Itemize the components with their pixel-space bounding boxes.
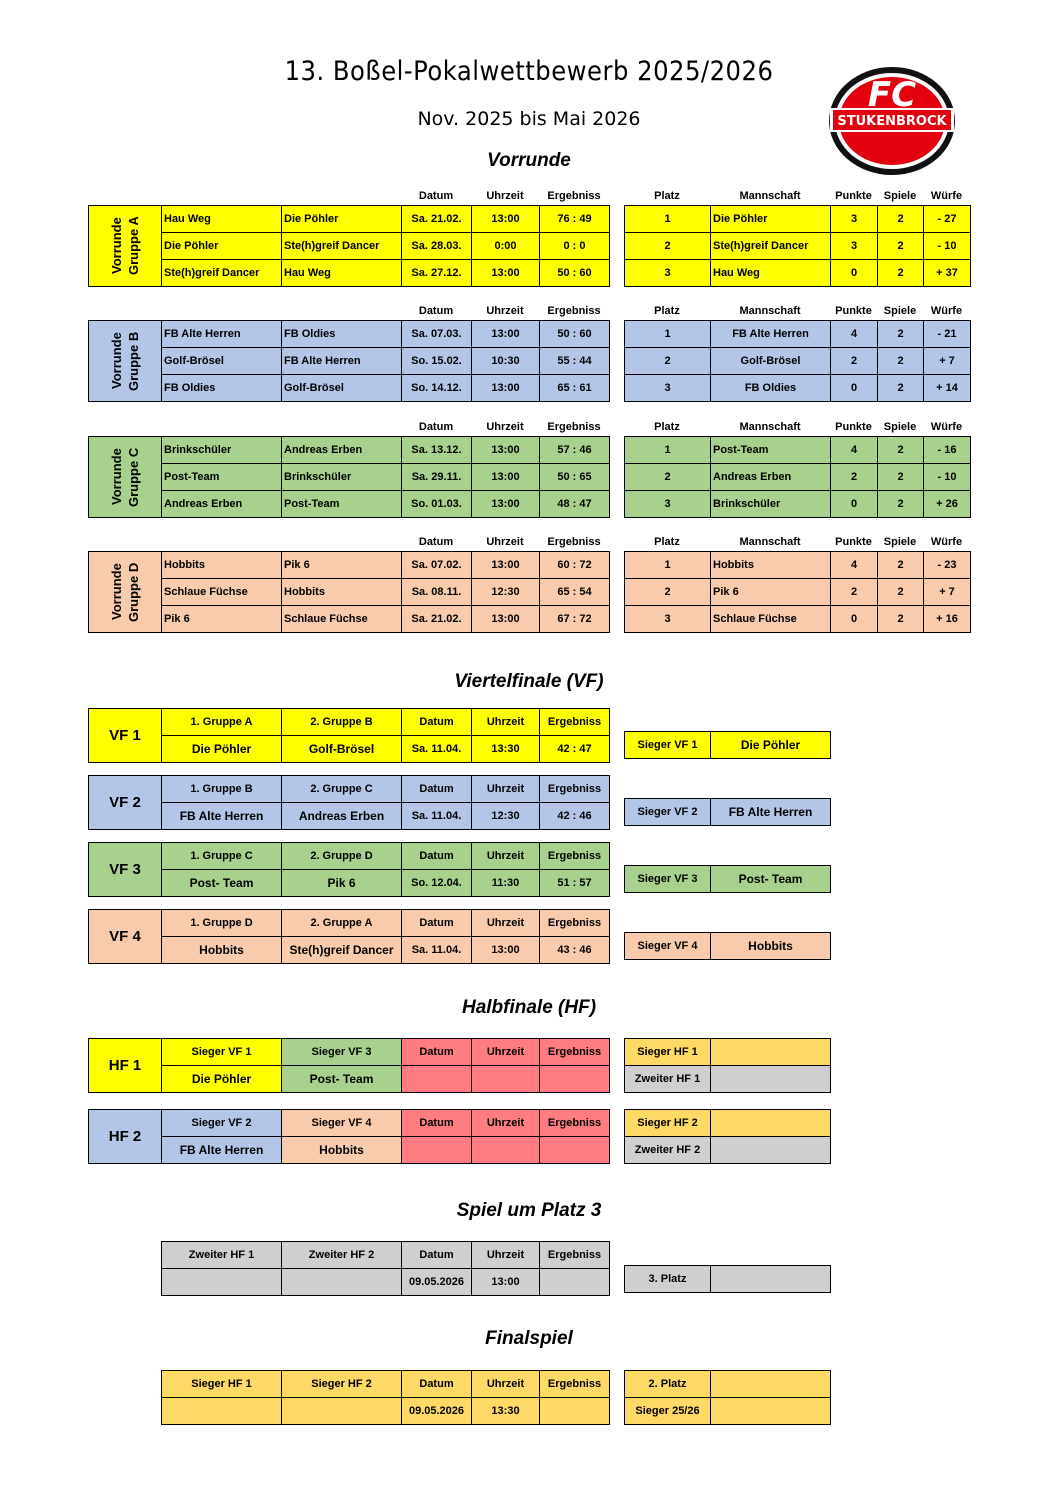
standing-wuerfe: - 27 [924,206,971,233]
finale-winner [711,1398,831,1425]
hf-result [540,1137,610,1164]
match-home: Post-Team [162,464,282,491]
standing-platz: 2 [625,579,711,606]
match-time: 10:30 [472,348,540,375]
vf1-match [88,708,610,763]
vf-time: 11:30 [472,870,540,897]
group-b-matches [88,320,610,402]
vf-header-datum: Datum [402,776,472,803]
header-uhrzeit: Uhrzeit [486,536,524,548]
standing-spiele: 2 [878,375,924,402]
match-result: 76 : 49 [540,206,610,233]
hf-time [472,1066,540,1093]
vf-team1: Hobbits [162,937,282,964]
standing-team: Die Pöhler [711,206,831,233]
match-date: Sa. 21.02. [402,206,472,233]
match-time: 0:00 [472,233,540,260]
hf-header-ergebnis: Ergebniss [540,1039,610,1066]
vf-team2: Pik 6 [282,870,402,897]
standing-punkte: 4 [831,437,878,464]
hf-team2: Hobbits [282,1137,402,1164]
group-a-matches [88,205,610,287]
hf-date [402,1066,472,1093]
vf-team2: Andreas Erben [282,803,402,830]
match-time: 13:00 [472,260,540,287]
vf2-match [88,775,610,830]
page-title: 13. Boßel-Pokalwettbewerb 2025/2026 [284,56,774,87]
finale-header-datum: Datum [402,1371,472,1398]
platz3-match [161,1241,610,1296]
vf-team2: Golf-Brösel [282,736,402,763]
hf-zweiter [711,1137,831,1164]
vf-header-ergebnis: Ergebniss [540,843,610,870]
vf-winner: Post- Team [711,866,831,893]
match-date: Sa. 07.03. [402,321,472,348]
finale-h1: Sieger HF 1 [162,1371,282,1398]
vf-team1: Die Pöhler [162,736,282,763]
header-punkte: Punkte [835,190,872,202]
standing-spiele: 2 [878,206,924,233]
match-time: 13:00 [472,606,540,633]
finale-result [540,1398,610,1425]
platz3-header-datum: Datum [402,1242,472,1269]
standing-team: Post-Team [711,437,831,464]
finale-outcome [624,1370,831,1425]
hf-h2: Sieger VF 3 [282,1039,402,1066]
vf1-winner [624,731,831,759]
match-home: Die Pöhler [162,233,282,260]
platz3-result [540,1269,610,1296]
hf-name: HF 1 [89,1039,162,1093]
vf-h1: 1. Gruppe B [162,776,282,803]
platz3-time: 13:00 [472,1269,540,1296]
hf1-outcome [624,1038,831,1093]
group-b-label: Vorrunde Gruppe B [89,321,162,402]
match-result: 50 : 60 [540,260,610,287]
standing-platz: 1 [625,437,711,464]
match-result: 50 : 60 [540,321,610,348]
match-date: So. 01.03. [402,491,472,518]
header-datum: Datum [418,305,454,317]
match-away: FB Oldies [282,321,402,348]
match-result: 0 : 0 [540,233,610,260]
platz3-team1 [162,1269,282,1296]
match-home: Andreas Erben [162,491,282,518]
section-halbfinale: Halbfinale (HF) [461,997,597,1018]
platz3-header-uhrzeit: Uhrzeit [472,1242,540,1269]
header-ergebnis: Ergebniss [547,305,601,317]
vf-h1: 1. Gruppe C [162,843,282,870]
header-uhrzeit: Uhrzeit [486,305,524,317]
hf-team2: Post- Team [282,1066,402,1093]
standing-platz: 1 [625,321,711,348]
platz3-h2: Zweiter HF 2 [282,1242,402,1269]
section-finale: Finalspiel [485,1328,573,1349]
vf-winner: Die Pöhler [711,732,831,759]
match-result: 67 : 72 [540,606,610,633]
standing-punkte: 0 [831,606,878,633]
hf-h1: Sieger VF 1 [162,1039,282,1066]
vf-date: Sa. 11.04. [402,736,472,763]
match-home: Schlaue Füchse [162,579,282,606]
vf-team1: FB Alte Herren [162,803,282,830]
vf3-match [88,842,610,897]
vf-result: 43 : 46 [540,937,610,964]
header-ergebnis: Ergebniss [547,536,601,548]
finale-time: 13:30 [472,1398,540,1425]
standing-spiele: 2 [878,348,924,375]
logo-stukenbrock-text: STUKENBROCK [837,114,947,129]
match-time: 13:00 [472,437,540,464]
vf-date: Sa. 11.04. [402,937,472,964]
header-wuerfe: Würfe [930,190,963,202]
match-time: 13:00 [472,375,540,402]
vf-time: 13:00 [472,937,540,964]
vf-team2: Ste(h)greif Dancer [282,937,402,964]
standing-punkte: 2 [831,579,878,606]
header-wuerfe: Würfe [930,421,963,433]
standing-punkte: 2 [831,464,878,491]
standing-wuerfe: - 21 [924,321,971,348]
vf-header-uhrzeit: Uhrzeit [472,910,540,937]
hf-header-uhrzeit: Uhrzeit [472,1039,540,1066]
header-mannschaft: Mannschaft [739,190,801,202]
standing-wuerfe: - 10 [924,464,971,491]
hf-zweiter-label: Zweiter HF 2 [625,1137,711,1164]
match-away: Golf-Brösel [282,375,402,402]
header-punkte: Punkte [835,421,872,433]
vf-h1: 1. Gruppe A [162,709,282,736]
standing-punkte: 3 [831,233,878,260]
vf-winner-label: Sieger VF 4 [625,933,711,960]
match-away: Post-Team [282,491,402,518]
finale-team1 [162,1398,282,1425]
platz3-header-ergebnis: Ergebniss [540,1242,610,1269]
vf-team1: Post- Team [162,870,282,897]
hf-result [540,1066,610,1093]
finale-date: 09.05.2026 [402,1398,472,1425]
header-spiele: Spiele [883,421,917,433]
vf-date: So. 12.04. [402,870,472,897]
vf3-winner [624,865,831,893]
standing-platz: 2 [625,348,711,375]
match-away: Die Pöhler [282,206,402,233]
vf-header-datum: Datum [402,843,472,870]
match-result: 50 : 65 [540,464,610,491]
standing-team: Pik 6 [711,579,831,606]
hf2-outcome [624,1109,831,1164]
standing-platz: 2 [625,233,711,260]
header-spiele: Spiele [883,536,917,548]
standing-spiele: 2 [878,233,924,260]
match-home: Brinkschüler [162,437,282,464]
header-punkte: Punkte [835,305,872,317]
header-platz: Platz [654,421,680,433]
hf-sieger [711,1039,831,1066]
standing-team: Hau Weg [711,260,831,287]
platz3-label: 3. Platz [625,1266,711,1293]
standing-team: Schlaue Füchse [711,606,831,633]
vf-result: 51 : 57 [540,870,610,897]
hf-h1: Sieger VF 2 [162,1110,282,1137]
hf-zweiter-label: Zweiter HF 1 [625,1066,711,1093]
vf-header-ergebnis: Ergebniss [540,709,610,736]
standing-platz: 3 [625,375,711,402]
match-date: So. 14.12. [402,375,472,402]
standing-wuerfe: - 10 [924,233,971,260]
standing-wuerfe: - 23 [924,552,971,579]
standing-spiele: 2 [878,464,924,491]
header-punkte: Punkte [835,536,872,548]
vf-h2: 2. Gruppe D [282,843,402,870]
match-away: Ste(h)greif Dancer [282,233,402,260]
standing-team: Brinkschüler [711,491,831,518]
vf-h2: 2. Gruppe A [282,910,402,937]
match-home: Hobbits [162,552,282,579]
match-time: 13:00 [472,321,540,348]
standing-platz: 3 [625,260,711,287]
match-date: So. 15.02. [402,348,472,375]
match-date: Sa. 27.12. [402,260,472,287]
match-home: FB Oldies [162,375,282,402]
match-away: Schlaue Füchse [282,606,402,633]
match-time: 13:00 [472,206,540,233]
finale-second-label: 2. Platz [625,1371,711,1398]
vf-h2: 2. Gruppe B [282,709,402,736]
standing-punkte: 0 [831,375,878,402]
standing-punkte: 2 [831,348,878,375]
standing-wuerfe: - 16 [924,437,971,464]
match-home: FB Alte Herren [162,321,282,348]
vf-result: 42 : 47 [540,736,610,763]
standing-spiele: 2 [878,552,924,579]
group-c-label: Vorrunde Gruppe C [89,437,162,518]
vf-name: VF 2 [89,776,162,830]
standing-team: FB Oldies [711,375,831,402]
hf2-match [88,1109,610,1164]
hf-team1: FB Alte Herren [162,1137,282,1164]
header-wuerfe: Würfe [930,305,963,317]
match-result: 60 : 72 [540,552,610,579]
standing-platz: 3 [625,606,711,633]
finale-header-ergebnis: Ergebniss [540,1371,610,1398]
header-platz: Platz [654,190,680,202]
standing-wuerfe: + 37 [924,260,971,287]
standing-punkte: 4 [831,552,878,579]
group-a-standings [624,205,971,287]
match-home: Golf-Brösel [162,348,282,375]
group-c-standings [624,436,971,518]
vf-name: VF 3 [89,843,162,897]
vf-header-uhrzeit: Uhrzeit [472,709,540,736]
match-time: 13:00 [472,491,540,518]
match-away: Brinkschüler [282,464,402,491]
header-platz: Platz [654,536,680,548]
standing-wuerfe: + 14 [924,375,971,402]
standing-team: Andreas Erben [711,464,831,491]
match-date: Sa. 08.11. [402,579,472,606]
header-mannschaft: Mannschaft [739,421,801,433]
group-a-label: Vorrunde Gruppe A [89,206,162,287]
header-ergebnis: Ergebniss [547,421,601,433]
platz3-outcome [624,1265,831,1293]
match-home: Pik 6 [162,606,282,633]
match-time: 13:00 [472,552,540,579]
standing-spiele: 2 [878,579,924,606]
vf-header-uhrzeit: Uhrzeit [472,776,540,803]
standing-wuerfe: + 7 [924,579,971,606]
section-vorrunde: Vorrunde [487,150,571,171]
hf1-match [88,1038,610,1093]
standing-team: Golf-Brösel [711,348,831,375]
header-ergebnis: Ergebniss [547,190,601,202]
vf4-winner [624,932,831,960]
header-datum: Datum [418,536,454,548]
standing-wuerfe: + 7 [924,348,971,375]
hf-h2: Sieger VF 4 [282,1110,402,1137]
match-result: 57 : 46 [540,437,610,464]
vf-h2: 2. Gruppe C [282,776,402,803]
standing-team: Ste(h)greif Dancer [711,233,831,260]
match-home: Hau Weg [162,206,282,233]
match-result: 65 : 54 [540,579,610,606]
hf-team1: Die Pöhler [162,1066,282,1093]
vf2-winner [624,798,831,826]
standing-platz: 1 [625,206,711,233]
group-b-standings [624,320,971,402]
finale-team2 [282,1398,402,1425]
standing-team: FB Alte Herren [711,321,831,348]
standing-platz: 3 [625,491,711,518]
hf-time [472,1137,540,1164]
match-date: Sa. 21.02. [402,606,472,633]
header-wuerfe: Würfe [930,536,963,548]
hf-header-ergebnis: Ergebniss [540,1110,610,1137]
match-result: 48 : 47 [540,491,610,518]
match-time: 12:30 [472,579,540,606]
header-spiele: Spiele [883,190,917,202]
standing-spiele: 2 [878,437,924,464]
vf-name: VF 1 [89,709,162,763]
hf-zweiter [711,1066,831,1093]
match-result: 65 : 61 [540,375,610,402]
vf-time: 13:30 [472,736,540,763]
standing-punkte: 3 [831,206,878,233]
match-date: Sa. 07.02. [402,552,472,579]
standing-wuerfe: + 16 [924,606,971,633]
group-d-label: Vorrunde Gruppe D [89,552,162,633]
match-home: Ste(h)greif Dancer [162,260,282,287]
vf-winner-label: Sieger VF 1 [625,732,711,759]
vf-header-uhrzeit: Uhrzeit [472,843,540,870]
vf-header-ergebnis: Ergebniss [540,910,610,937]
finale-second [711,1371,831,1398]
hf-sieger-label: Sieger HF 2 [625,1110,711,1137]
match-date: Sa. 29.11. [402,464,472,491]
standing-spiele: 2 [878,321,924,348]
vf-winner: FB Alte Herren [711,799,831,826]
standing-platz: 2 [625,464,711,491]
standing-wuerfe: + 26 [924,491,971,518]
header-spiele: Spiele [883,305,917,317]
hf-header-datum: Datum [402,1039,472,1066]
standing-spiele: 2 [878,491,924,518]
platz3-team2 [282,1269,402,1296]
platz3-h1: Zweiter HF 1 [162,1242,282,1269]
header-mannschaft: Mannschaft [739,305,801,317]
vf4-match [88,909,610,964]
match-away: Pik 6 [282,552,402,579]
standing-spiele: 2 [878,606,924,633]
vf-header-datum: Datum [402,910,472,937]
platz3-team [711,1266,831,1293]
finale-match [161,1370,610,1425]
standing-punkte: 0 [831,491,878,518]
header-uhrzeit: Uhrzeit [486,190,524,202]
hf-date [402,1137,472,1164]
match-date: Sa. 13.12. [402,437,472,464]
vf-winner-label: Sieger VF 3 [625,866,711,893]
vf-time: 12:30 [472,803,540,830]
vf-date: Sa. 11.04. [402,803,472,830]
finale-winner-label: Sieger 25/26 [625,1398,711,1425]
match-away: Hobbits [282,579,402,606]
match-result: 55 : 44 [540,348,610,375]
match-date: Sa. 28.03. [402,233,472,260]
section-platz3: Spiel um Platz 3 [456,1200,602,1221]
vf-name: VF 4 [89,910,162,964]
section-viertelfinale: Viertelfinale (VF) [454,671,604,692]
finale-h2: Sieger HF 2 [282,1371,402,1398]
header-uhrzeit: Uhrzeit [486,421,524,433]
header-mannschaft: Mannschaft [739,536,801,548]
header-datum: Datum [418,190,454,202]
page-subtitle: Nov. 2025 bis Mai 2026 [417,108,641,130]
platz3-date: 09.05.2026 [402,1269,472,1296]
match-time: 13:00 [472,464,540,491]
vf-header-datum: Datum [402,709,472,736]
group-d-matches [88,551,610,633]
hf-name: HF 2 [89,1110,162,1164]
group-d-standings [624,551,971,633]
vf-result: 42 : 46 [540,803,610,830]
match-away: FB Alte Herren [282,348,402,375]
finale-header-uhrzeit: Uhrzeit [472,1371,540,1398]
hf-sieger [711,1110,831,1137]
vf-winner-label: Sieger VF 2 [625,799,711,826]
standing-team: Hobbits [711,552,831,579]
vf-header-ergebnis: Ergebniss [540,776,610,803]
vf-winner: Hobbits [711,933,831,960]
header-platz: Platz [654,305,680,317]
hf-header-datum: Datum [402,1110,472,1137]
header-datum: Datum [418,421,454,433]
group-c-matches [88,436,610,518]
vf-h1: 1. Gruppe D [162,910,282,937]
standing-spiele: 2 [878,260,924,287]
standing-platz: 1 [625,552,711,579]
standing-punkte: 4 [831,321,878,348]
hf-sieger-label: Sieger HF 1 [625,1039,711,1066]
hf-header-uhrzeit: Uhrzeit [472,1110,540,1137]
match-away: Andreas Erben [282,437,402,464]
standing-punkte: 0 [831,260,878,287]
match-away: Hau Weg [282,260,402,287]
logo-fc-text: FC [867,75,917,115]
